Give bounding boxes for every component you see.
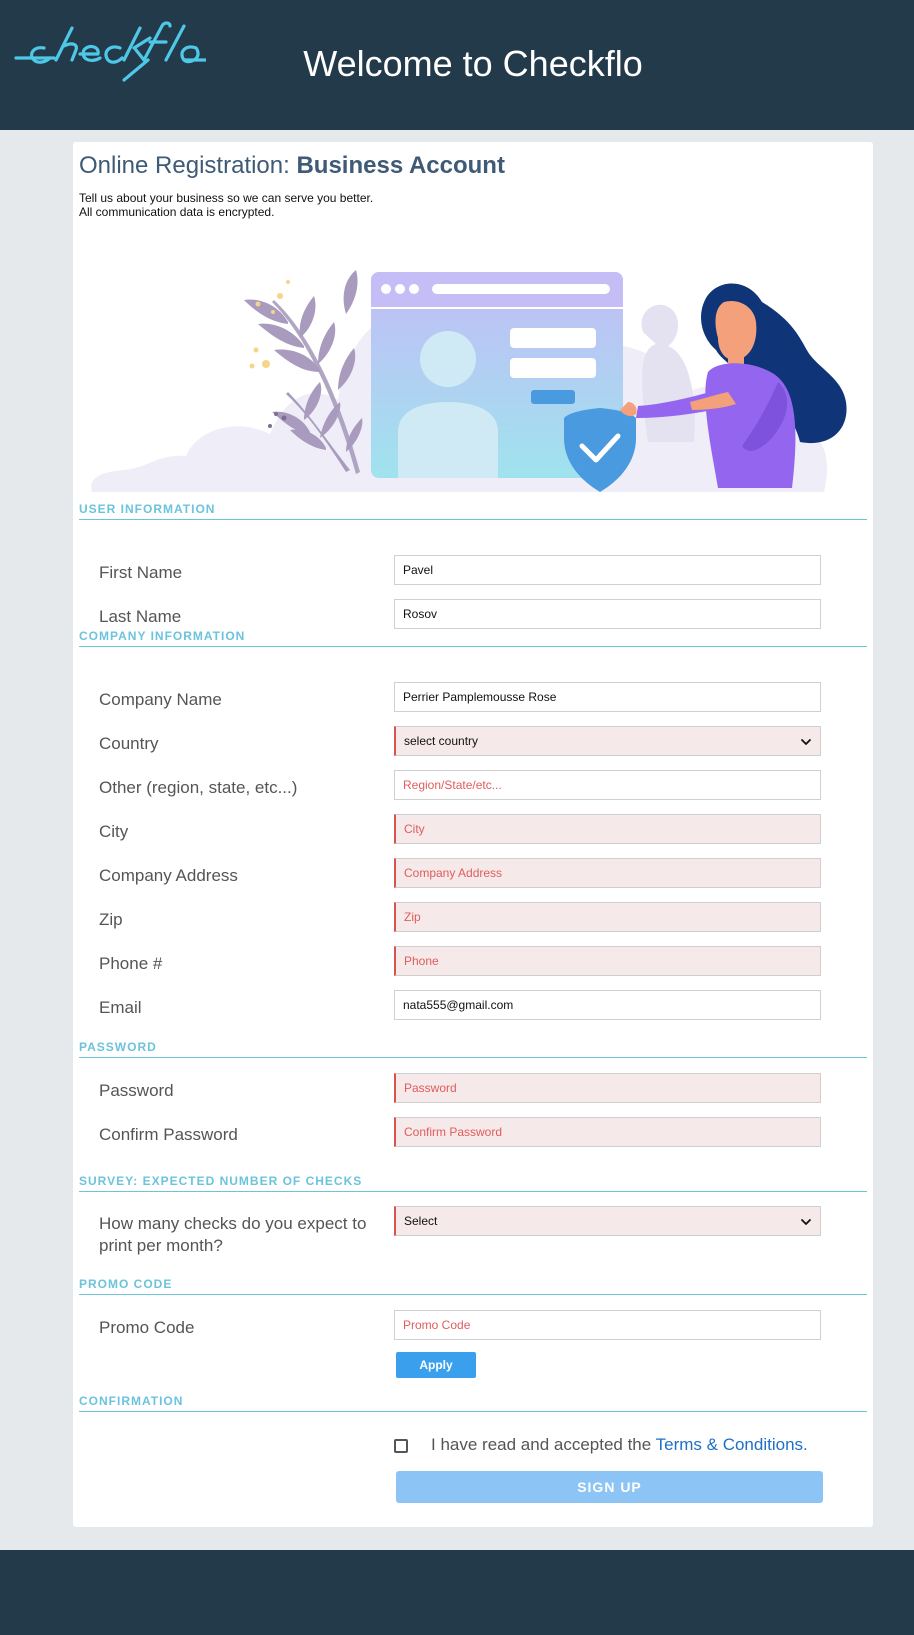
section-company-information: COMPANY INFORMATION [79, 629, 867, 647]
chevron-down-icon [800, 1216, 812, 1228]
country-label: Country [99, 734, 159, 753]
section-survey: SURVEY: EXPECTED NUMBER OF CHECKS [79, 1174, 867, 1192]
region-input[interactable]: Region/State/etc... [394, 770, 821, 800]
promo-code-label: Promo Code [99, 1318, 195, 1337]
company-address-input[interactable]: Company Address [394, 858, 821, 888]
last-name-input[interactable]: Rosov [394, 599, 821, 629]
phone-input[interactable]: Phone [394, 946, 821, 976]
email-input[interactable]: nata555@gmail.com [394, 990, 821, 1020]
first-name-label: First Name [99, 563, 183, 582]
checks-per-month-select[interactable] [394, 1206, 821, 1236]
region-label: Other (region, state, etc...) [99, 778, 298, 797]
section-confirmation: CONFIRMATION [79, 1394, 867, 1412]
zip-input[interactable]: Zip [394, 902, 821, 932]
checks-per-month-label: How many checks do you expect to print per month? [99, 1214, 367, 1255]
page-footer [0, 1550, 914, 1635]
sign-up-button[interactable]: SIGN UP [396, 1471, 823, 1503]
terms-text: I have read and accepted the Terms & Conditions. [431, 1435, 808, 1454]
password-input[interactable]: Password [394, 1073, 821, 1103]
apply-button[interactable]: Apply [396, 1352, 476, 1378]
top-header [0, 0, 914, 130]
welcome-title: Welcome to Checkflo [303, 43, 643, 84]
company-name-label: Company Name [99, 690, 222, 709]
intro-text: Tell us about your business so we can serve you better. All communication data is encrypted. [79, 191, 374, 219]
country-select[interactable] [394, 726, 821, 756]
phone-label: Phone # [99, 954, 163, 973]
confirm-password-input[interactable]: Confirm Password [394, 1117, 821, 1147]
last-name-label: Last Name [99, 607, 182, 626]
terms-checkbox[interactable] [394, 1439, 408, 1453]
country-select-value: select country [404, 734, 479, 748]
password-label: Password [99, 1081, 174, 1100]
zip-label: Zip [99, 910, 123, 929]
city-input[interactable]: City [394, 814, 821, 844]
checks-select-value: Select [404, 1214, 438, 1228]
section-promo-code: PROMO CODE [79, 1277, 867, 1295]
registration-card [73, 142, 873, 1527]
chevron-down-icon [800, 736, 812, 748]
page-title: Online Registration: Business Account [79, 152, 505, 179]
section-user-information: USER INFORMATION [79, 502, 867, 520]
email-label: Email [99, 998, 142, 1017]
company-name-input[interactable]: Perrier Pamplemousse Rose [394, 682, 821, 712]
city-label: City [99, 822, 129, 841]
promo-code-input[interactable]: Promo Code [394, 1310, 821, 1340]
registration-illustration [88, 242, 858, 507]
company-address-label: Company Address [99, 866, 238, 885]
terms-link[interactable]: Terms & Conditions [655, 1435, 804, 1454]
section-password: PASSWORD [79, 1040, 867, 1058]
first-name-input[interactable]: Pavel [394, 555, 821, 585]
confirm-password-label: Confirm Password [99, 1125, 238, 1144]
